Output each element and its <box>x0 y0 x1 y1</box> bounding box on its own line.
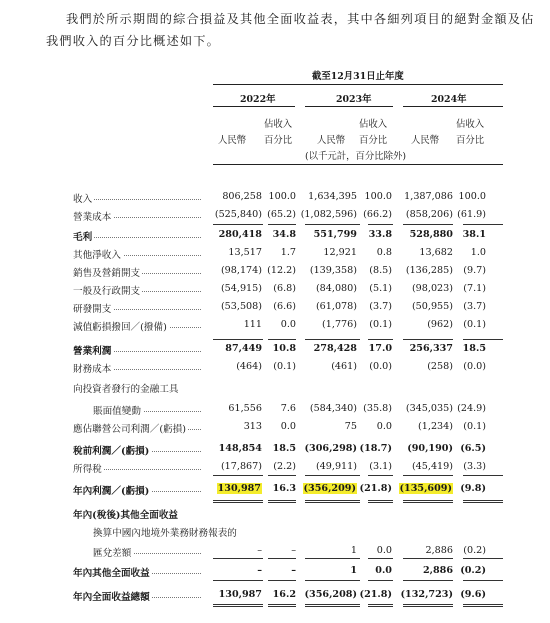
cell-value: 33.8 <box>368 229 392 240</box>
subtotal-rule <box>268 475 296 476</box>
cell-value: 100.0 <box>364 191 392 202</box>
cell-value: (0.1) <box>273 361 296 372</box>
row-label-text: 營業利潤 <box>73 346 112 357</box>
intro-line-2: 我們收入的百分比概述如下。 <box>46 34 221 48</box>
row-label <box>73 283 201 297</box>
total-double-rule <box>213 500 263 503</box>
cell-value: 551,799 <box>313 229 357 240</box>
cell-value: (12.2) <box>267 265 296 276</box>
row-label-text: 換算中國內地境外業務財務報表的 <box>93 528 237 539</box>
subtotal-rule <box>403 475 453 476</box>
row-label-text: 所得稅 <box>73 464 102 475</box>
table-row <box>0 360 550 376</box>
cell-value: (66.2) <box>363 209 392 220</box>
cell-value: (345,035) <box>405 403 453 414</box>
cell-value: (139,358) <box>309 265 357 276</box>
subtotal-rule <box>305 558 360 559</box>
subtotal-rule <box>368 558 393 559</box>
row-label-text: 一般及行政開支 <box>73 286 141 297</box>
total-double-rule <box>305 604 360 607</box>
row-label <box>73 361 201 375</box>
pct-header-top-2023: 佔收入 <box>359 119 388 130</box>
subtotal-rule <box>368 339 393 340</box>
cell-value: 18.5 <box>272 443 296 454</box>
cell-value: 2,886 <box>425 545 453 556</box>
row-label <box>93 525 237 539</box>
table-row <box>0 190 550 206</box>
subtotal-rule <box>368 224 393 225</box>
cell-value: 0.0 <box>280 421 296 432</box>
table-row <box>0 246 550 262</box>
table-row <box>0 402 550 418</box>
row-label-text: 年內全面收益總額 <box>73 592 150 603</box>
cell-value: 1.7 <box>280 247 296 258</box>
cell-value: (90,190) <box>407 443 453 454</box>
row-label-text: 年內(稅後)其他全面收益 <box>73 510 179 521</box>
cell-value: 1,387,086 <box>404 191 453 202</box>
row-label <box>73 301 201 315</box>
cell-value: 18.5 <box>462 343 486 354</box>
cell-value: (9.6) <box>460 589 486 600</box>
cell-value: 1 <box>350 565 357 576</box>
cell-value: (54,915) <box>220 283 262 294</box>
row-label <box>73 421 201 435</box>
row-label <box>73 319 201 333</box>
cell-value: 1,634,395 <box>308 191 357 202</box>
cell-value: 313 <box>243 421 262 432</box>
total-double-rule <box>368 604 393 607</box>
row-label-text: 應佔聯營公司利潤／(虧損) <box>73 424 187 435</box>
rmb-header-2024: 人民幣 <box>411 135 440 146</box>
table-row <box>0 282 550 298</box>
total-double-rule <box>268 604 296 607</box>
subtotal-rule <box>403 558 453 559</box>
cell-value: (0.1) <box>369 319 392 330</box>
row-label <box>73 191 201 205</box>
cell-value: 1 <box>350 545 357 556</box>
total-double-rule <box>403 500 453 503</box>
subtotal-rule <box>463 224 503 225</box>
row-label <box>93 403 201 417</box>
total-double-rule <box>305 500 360 503</box>
cell-value: (132,723) <box>400 589 453 600</box>
table-row <box>0 228 550 244</box>
cell-value: (1,234) <box>418 421 453 432</box>
year-rule-2024 <box>403 106 503 107</box>
cell-value: (0.1) <box>463 319 486 330</box>
subtotal-rule <box>403 224 453 225</box>
table-row <box>0 506 550 522</box>
cell-value: (962) <box>427 319 453 330</box>
cell-value: 100.0 <box>268 191 296 202</box>
cell-value: (0.0) <box>369 361 392 372</box>
cell-value: (7.1) <box>463 283 486 294</box>
cell-value: (0.1) <box>463 421 486 432</box>
total-double-rule <box>368 500 393 503</box>
row-label-text: 營業成本 <box>73 212 112 223</box>
cell-value: (3.3) <box>463 461 486 472</box>
cell-value: (49,911) <box>315 461 357 472</box>
cell-value: (9.7) <box>463 265 486 276</box>
table-row <box>0 460 550 476</box>
pct-header-bottom-2023: 百分比 <box>359 135 388 146</box>
row-label <box>73 507 201 521</box>
row-label-text: 其他淨收入 <box>73 250 121 261</box>
cell-value: 0.0 <box>280 319 296 330</box>
row-label <box>93 545 201 559</box>
subtotal-rule <box>305 224 360 225</box>
cell-value: 10.8 <box>272 343 296 354</box>
cell-value: 0.8 <box>376 247 392 258</box>
row-label <box>73 381 201 395</box>
cell-value: (5.1) <box>369 283 392 294</box>
subtotal-rule <box>305 339 360 340</box>
table-row <box>0 564 550 580</box>
cell-value: 2,886 <box>422 565 453 576</box>
cell-value: – <box>257 565 262 576</box>
subtotal-rule <box>305 475 360 476</box>
cell-value: (84,080) <box>315 283 357 294</box>
intro-line-1: 我們於所示期間的綜合損益及其他全面收益表，其中各細列項目的絕對金額及佔 <box>66 12 535 26</box>
row-label <box>73 229 201 243</box>
cell-value: 13,682 <box>419 247 453 258</box>
cell-value: (136,285) <box>405 265 453 276</box>
total-double-rule <box>463 500 503 503</box>
cell-value: (258) <box>427 361 453 372</box>
cell-value: 12,921 <box>323 247 357 258</box>
cell-value: (61,078) <box>315 301 357 312</box>
table-row <box>0 264 550 280</box>
cell-value: (21.8) <box>359 483 392 494</box>
cell-value: (35.8) <box>363 403 392 414</box>
row-label-text: 研發開支 <box>73 304 112 315</box>
total-double-rule <box>403 604 453 607</box>
cell-value: 806,258 <box>222 191 262 202</box>
row-label <box>73 461 201 475</box>
subtotal-rule <box>463 558 503 559</box>
subtotal-rule <box>213 475 263 476</box>
cell-value: (3.1) <box>369 461 392 472</box>
table-row <box>0 482 550 498</box>
subtotal-rule <box>268 558 296 559</box>
cell-value: (1,082,596) <box>300 209 357 220</box>
cell-value: 0.0 <box>376 545 392 556</box>
rmb-header-2023: 人民幣 <box>317 135 346 146</box>
table-row <box>0 342 550 358</box>
cell-value: (98,174) <box>220 265 262 276</box>
cell-value: (525,840) <box>214 209 262 220</box>
year-header-2024: 2024年 <box>431 94 467 105</box>
subtotal-rule <box>368 580 393 581</box>
row-label <box>73 247 201 261</box>
subtotal-rule <box>268 580 296 581</box>
cell-value: (65.2) <box>267 209 296 220</box>
cell-value: 0.0 <box>376 421 392 432</box>
subtotal-rule <box>463 580 503 581</box>
table-row <box>0 318 550 334</box>
year-header-2023: 2023年 <box>336 94 372 105</box>
cell-value: (135,609) <box>399 483 452 494</box>
cell-value: (464) <box>236 361 262 372</box>
subtotal-rule <box>403 580 453 581</box>
unit-note: (以千元計，百分比除外) <box>305 151 407 162</box>
row-label <box>73 209 201 223</box>
row-label-text: 減值虧損撥回／(撥備) <box>73 322 167 333</box>
cell-value: (9.8) <box>460 483 486 494</box>
cell-value: (6.6) <box>273 301 296 312</box>
pct-header-bottom-2022: 百分比 <box>264 135 293 146</box>
cell-value: (1,776) <box>322 319 357 330</box>
cell-value: 17.0 <box>368 343 392 354</box>
row-label-text: 年內其他全面收益 <box>73 568 150 579</box>
cell-value: (3.7) <box>369 301 392 312</box>
cell-value: (6.8) <box>273 283 296 294</box>
cell-value: (306,298) <box>304 443 357 454</box>
table-row <box>0 300 550 316</box>
row-label <box>73 589 201 603</box>
cell-value: 278,428 <box>313 343 357 354</box>
cell-value: – <box>257 545 262 556</box>
row-label-text: 毛利 <box>73 232 93 243</box>
pct-header-bottom-2024: 百分比 <box>456 135 485 146</box>
cell-value: 100.0 <box>458 191 486 202</box>
total-double-rule <box>268 500 296 503</box>
cell-value: (0.2) <box>460 565 486 576</box>
subtotal-rule <box>213 558 263 559</box>
cell-value: (356,209) <box>303 483 356 494</box>
subtotal-rule <box>368 475 393 476</box>
cell-value: (53,508) <box>220 301 262 312</box>
row-label-text: 銷售及營銷開支 <box>73 268 141 279</box>
table-row <box>0 380 550 396</box>
cell-value: – <box>291 565 296 576</box>
cell-value: 0.0 <box>375 565 392 576</box>
table-row <box>0 442 550 458</box>
cell-value: (17,867) <box>220 461 262 472</box>
cell-value: 111 <box>243 319 262 330</box>
year-rule-2022 <box>213 106 295 107</box>
total-double-rule <box>213 604 263 607</box>
row-label-text: 匯兌差額 <box>93 548 132 559</box>
cell-value: (461) <box>331 361 357 372</box>
cell-value: (356,208) <box>304 589 357 600</box>
cell-value: (8.5) <box>369 265 392 276</box>
cell-value: 34.8 <box>272 229 296 240</box>
cell-value: 38.1 <box>462 229 486 240</box>
cell-value: 528,880 <box>409 229 453 240</box>
row-label-text: 收入 <box>73 194 93 205</box>
row-label-text: 稅前利潤／(虧損) <box>73 446 150 457</box>
cell-value: (45,419) <box>411 461 453 472</box>
cell-value: (858,206) <box>405 209 453 220</box>
cell-value: (21.8) <box>359 589 392 600</box>
cell-value: 16.3 <box>272 483 296 494</box>
header-bottom-rule <box>213 164 503 165</box>
cell-value: (3.7) <box>463 301 486 312</box>
cell-value: 87,449 <box>225 343 262 354</box>
cell-value: 75 <box>344 421 357 432</box>
subtotal-rule <box>213 339 263 340</box>
cell-value: 130,987 <box>218 589 262 600</box>
subtotal-rule <box>268 339 296 340</box>
subtotal-rule <box>213 580 263 581</box>
subtotal-rule <box>463 339 503 340</box>
cell-value: (98,023) <box>411 283 453 294</box>
row-label <box>73 483 201 497</box>
cell-value: 61,556 <box>228 403 262 414</box>
row-label-text: 向投資者發行的金融工具 <box>73 384 179 395</box>
total-double-rule <box>463 604 503 607</box>
row-label <box>73 443 201 457</box>
year-header-2022: 2022年 <box>240 94 276 105</box>
subtotal-rule <box>305 580 360 581</box>
subtotal-rule <box>403 339 453 340</box>
cell-value: (584,340) <box>309 403 357 414</box>
cell-value: (0.0) <box>463 361 486 372</box>
cell-value: (24.9) <box>457 403 486 414</box>
table-row <box>0 524 550 540</box>
row-label <box>73 343 201 357</box>
year-rule-2023 <box>305 106 393 107</box>
row-label-text: 年內利潤／(虧損) <box>73 486 150 497</box>
cell-value: (0.2) <box>463 545 486 556</box>
table-row <box>0 208 550 224</box>
cell-value: 13,517 <box>228 247 262 258</box>
rmb-header-2022: 人民幣 <box>218 135 247 146</box>
pct-header-top-2022: 佔收入 <box>264 119 293 130</box>
cell-value: 256,337 <box>409 343 453 354</box>
cell-value: 148,854 <box>218 443 262 454</box>
subtotal-rule <box>463 475 503 476</box>
cell-value: (2.2) <box>273 461 296 472</box>
cell-value: 16.2 <box>272 589 296 600</box>
cell-value: 1.0 <box>470 247 486 258</box>
row-label <box>73 265 201 279</box>
subtotal-rule <box>268 224 296 225</box>
cell-value: (61.9) <box>457 209 486 220</box>
period-rule <box>213 84 503 85</box>
table-row <box>0 420 550 436</box>
row-label <box>73 565 201 579</box>
cell-value: 130,987 <box>217 483 261 494</box>
intro-paragraph <box>46 8 536 52</box>
pct-header-top-2024: 佔收入 <box>456 119 485 130</box>
cell-value: 7.6 <box>280 403 296 414</box>
cell-value: (18.7) <box>359 443 392 454</box>
row-label-text: 賬面值變動 <box>93 406 141 417</box>
period-header: 截至12月31日止年度 <box>312 71 404 82</box>
subtotal-rule <box>213 224 263 225</box>
cell-value: – <box>291 545 296 556</box>
cell-value: 280,418 <box>218 229 262 240</box>
row-label-text: 財務成本 <box>73 364 112 375</box>
cell-value: (6.5) <box>460 443 486 454</box>
table-row <box>0 588 550 604</box>
cell-value: (50,955) <box>411 301 453 312</box>
